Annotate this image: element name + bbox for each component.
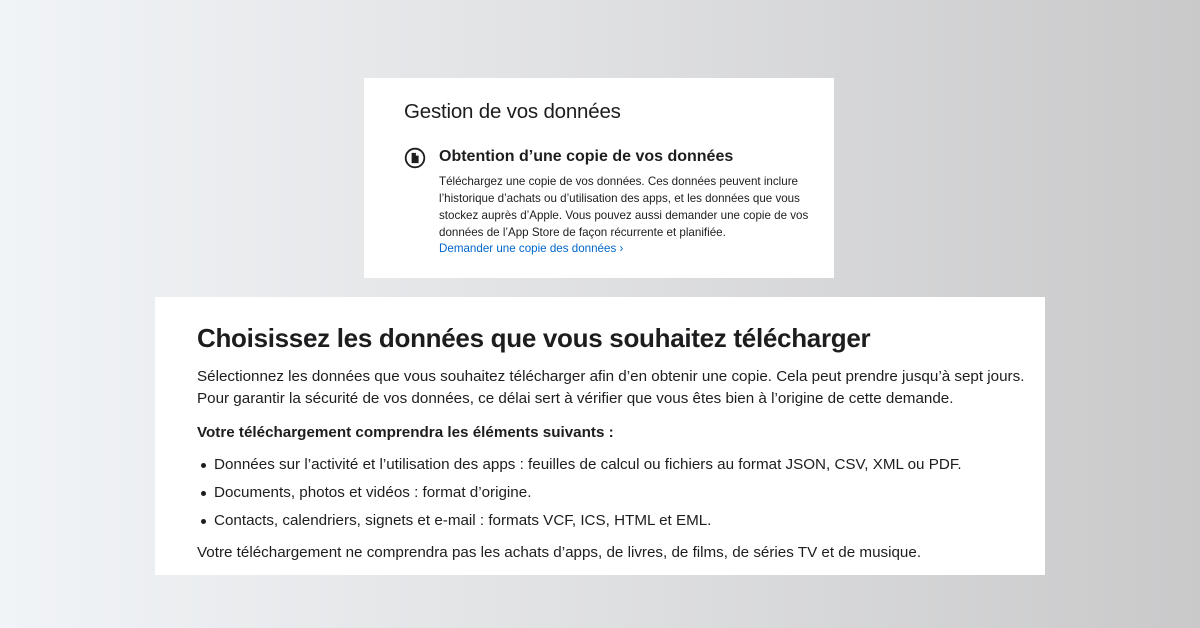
data-copy-title: Obtention d’une copie de vos données [439,148,734,165]
download-contents-list [197,455,1045,531]
bullet-icon [201,463,206,468]
download-selection-card [155,297,1045,575]
download-contents-heading: Votre téléchargement comprendra les éléments suivants : [197,424,614,441]
intro-paragraph: Sélectionnez les données que vous souhaitez télécharger afin d’en obtenir une copie. Cela peut prendre jusqu’à sept jours. Pour garantir la sécurité de vos données, ce délai sert à vérifier que vous êtes bien à l’origine de cette demande. [197,368,1025,407]
bullet-icon [201,491,206,496]
list-item [197,455,1045,475]
list-item-text: Données sur l’activité et l’utilisation des apps : feuilles de calcul ou fichiers au format JSON, CSV, XML ou PDF. [214,456,962,473]
data-copy-item [404,147,834,257]
section-title: Gestion de vos données [404,100,621,123]
exclusion-note: Votre téléchargement ne comprendra pas les achats d’apps, de livres, de films, de séries TV et de musique. [197,544,922,561]
request-copy-link[interactable]: Demander une copie des données › [439,242,624,255]
list-item-text: Documents, photos et vidéos : format d’origine. [214,484,532,501]
list-item [197,511,1045,531]
bullet-icon [201,519,206,524]
data-copy-text [439,147,819,257]
page-title: Choisissez les données que vous souhaitez télécharger [197,323,871,353]
list-item-text: Contacts, calendriers, signets et e-mail : formats VCF, ICS, HTML et EML. [214,512,712,529]
list-item [197,483,1045,503]
data-management-card [364,78,834,278]
data-copy-description: Téléchargez une copie de vos données. Ces données peuvent inclure l’historique d’achats ou d’utilisation des apps, et les données que vous stockez auprès d’Apple. Vous pouvez aussi demander une copie de vos données de l’App Store de façon récurrente et planifiée. [439,175,809,239]
document-icon [404,147,426,169]
